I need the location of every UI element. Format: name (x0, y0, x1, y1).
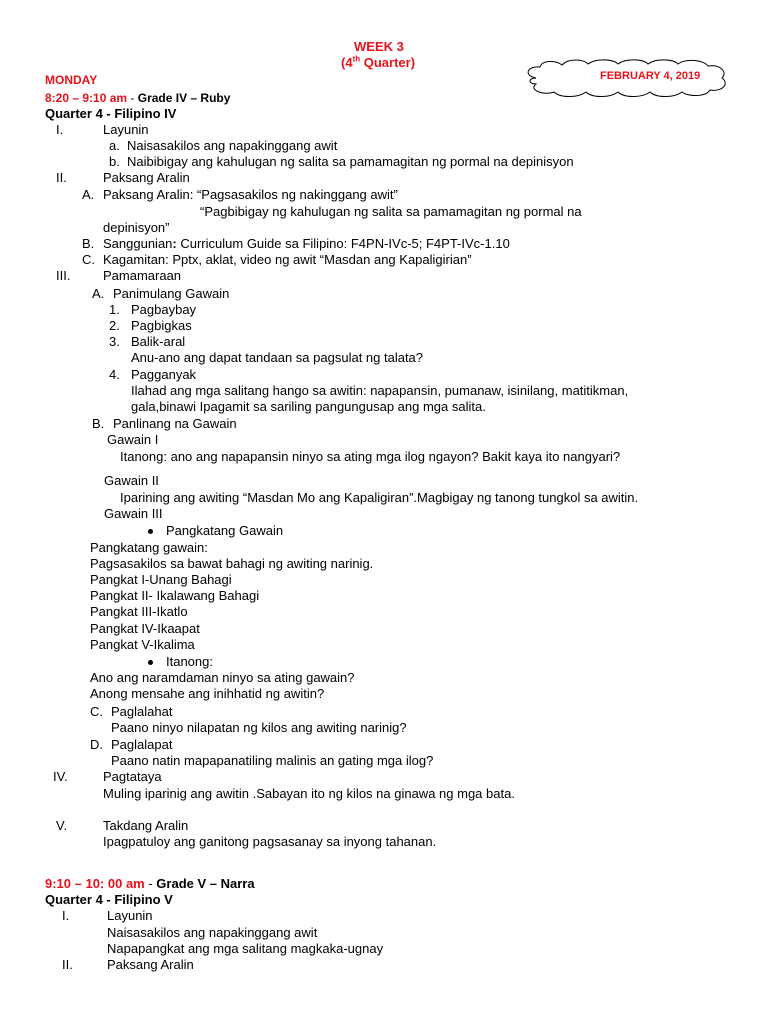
date-text: FEBRUARY 4, 2019 (600, 70, 701, 82)
step-balik-aral: Balik-aral (131, 334, 186, 349)
objective-b: Naibibigay ang kahulugan ng salita sa pamamagitan ng pormal na depinisyon (127, 154, 574, 169)
paglalahat-question: Paano ninyo nilapatan ng kilos ang awiting narinig? (111, 720, 407, 735)
gawain-iii-label: Gawain III (104, 506, 163, 521)
paglalapat-question: Paano natin mapapanatiling malinis an gating mga ilog? (111, 753, 434, 768)
item-a-letter: A. (82, 187, 95, 202)
itanong-q2: Anong mensahe ang inihhatid ng awitin? (90, 686, 325, 701)
objective-1: Naisasakilos ang napakinggang awit (107, 925, 318, 940)
item-c-letter: C. (82, 252, 95, 267)
date-cloud (522, 58, 732, 98)
step-4-number: 4. (109, 367, 120, 382)
week-title: WEEK 3 (354, 39, 404, 54)
numeral-i: I. (56, 122, 64, 137)
paglalapat-heading: Paglalapat (111, 737, 173, 752)
pangkatang-gawain-heading: Pangkatang gawain: (90, 540, 208, 555)
pangkat-1: Pangkat I-Unang Bahagi (90, 572, 232, 587)
session1-header: 8:20 – 9:10 am - Grade IV – Ruby (45, 91, 231, 105)
sanggunian-line: Sanggunian: Curriculum Guide sa Filipino: F4PN-IVc-5; F4PT-IVc-1.10 (103, 236, 510, 251)
kagamitan-line: Kagamitan: Pptx, aklat, video ng awit “Masdan ang Kapaligirian” (103, 252, 472, 267)
objective-a: Naisasakilos ang napakinggang awit (127, 138, 338, 153)
step-pagbaybay: Pagbaybay (131, 302, 197, 317)
pangkatang-gawain-bullet: Pangkatang Gawain (166, 523, 284, 538)
step-2-number: 2. (109, 318, 120, 333)
gawain-ii-text: Iparining ang awiting “Masdan Mo ang Kapaligiran”.Magbigay ng tanong tungkol sa awitin. (120, 490, 639, 505)
item-d-letter: D. (90, 737, 103, 752)
quarter-title: (4th Quarter) (341, 54, 416, 70)
numeral-ii: II. (62, 957, 73, 972)
pangkat-5: Pangkat V-Ikalima (90, 637, 195, 652)
step-pagganyak: Pagganyak (131, 367, 197, 382)
numeral-iii: III. (56, 268, 71, 283)
paksang-aralin-topic-2: “Pagbibigay ng kahulugan ng salita sa pamamagitan ng pormal na (200, 204, 582, 219)
paksang-aralin-heading: Paksang Aralin (107, 957, 194, 972)
bullet-icon (148, 660, 153, 665)
item-a-letter: A. (92, 286, 105, 301)
step-pagbigkas: Pagbigkas (131, 318, 192, 333)
paksang-aralin-topic: Paksang Aralin: “Pagsasakilos ng nakinggang awit” (103, 187, 398, 202)
paglalahat-heading: Paglalahat (111, 704, 173, 719)
numeral-iv: IV. (53, 769, 68, 784)
pangkat-3: Pangkat III-Ikatlo (90, 604, 188, 619)
takdang-aralin-heading: Takdang Aralin (103, 818, 189, 833)
paksang-aralin-heading: Paksang Aralin (103, 170, 190, 185)
itanong-q1: Ano ang naramdaman ninyo sa ating gawain? (90, 670, 355, 685)
item-c-letter: C. (90, 704, 103, 719)
gawain-i-label: Gawain I (107, 432, 159, 447)
gawain-i-text: Itanong: ano ang napapansin ninyo sa ating mga ilog ngayon? Bakit kaya ito nangyari? (120, 449, 621, 464)
item-b-letter: B. (92, 416, 105, 431)
step-1-number: 1. (109, 302, 120, 317)
session2-header: 9:10 – 10: 00 am - Grade V – Narra (45, 876, 255, 891)
session1-subject: Quarter 4 - Filipino IV (45, 106, 177, 121)
pagtataya-heading: Pagtataya (103, 769, 162, 784)
objective-2: Napapangkat ang mga salitang magkaka-ugnay (107, 941, 384, 956)
panimulang-gawain-heading: Panimulang Gawain (113, 286, 230, 301)
session2-subject: Quarter 4 - Filipino V (45, 892, 173, 907)
pangkat-2: Pangkat II- Ikalawang Bahagi (90, 588, 260, 603)
pagtataya-text: Muling iparinig ang awitin .Sabayan ito ng kilos na ginawa ng mga bata. (103, 786, 515, 801)
pamamaraan-heading: Pamamaraan (103, 268, 182, 283)
numeral-i: I. (62, 908, 70, 923)
step-3-number: 3. (109, 334, 120, 349)
takdang-aralin-text: Ipagpatuloy ang ganitong pagsasanay sa inyong tahanan. (103, 834, 437, 849)
itanong-bullet: Itanong: (166, 654, 213, 669)
bullet-icon (148, 529, 153, 534)
day-label: MONDAY (45, 73, 98, 87)
gawain-ii-label: Gawain II (104, 473, 159, 488)
numeral-v: V. (56, 818, 68, 833)
pangkatang-gawain-desc: Pagsasakilos sa bawat bahagi ng awiting narinig. (90, 556, 374, 571)
item-a-letter: a. (109, 138, 120, 153)
pangkat-4: Pangkat IV-Ikaapat (90, 621, 200, 636)
item-b-letter: b. (109, 154, 120, 169)
layunin-heading: Layunin (103, 122, 149, 137)
item-b-letter: B. (82, 236, 95, 251)
panlinang-heading: Panlinang na Gawain (113, 416, 237, 431)
pagganyak-text-1: Ilahad ang mga salitang hango sa awitin: napapansin, pumanaw, isinilang, matitikman, (131, 383, 629, 398)
paksang-aralin-topic-2-cont: depinisyon” (103, 220, 170, 235)
numeral-ii: II. (56, 170, 67, 185)
layunin-heading: Layunin (107, 908, 153, 923)
pagganyak-text-2: gala,binawi Ipagamit sa sariling pangungusap ang mga salita. (131, 399, 486, 414)
balik-aral-question: Anu-ano ang dapat tandaan sa pagsulat ng talata? (131, 350, 424, 365)
